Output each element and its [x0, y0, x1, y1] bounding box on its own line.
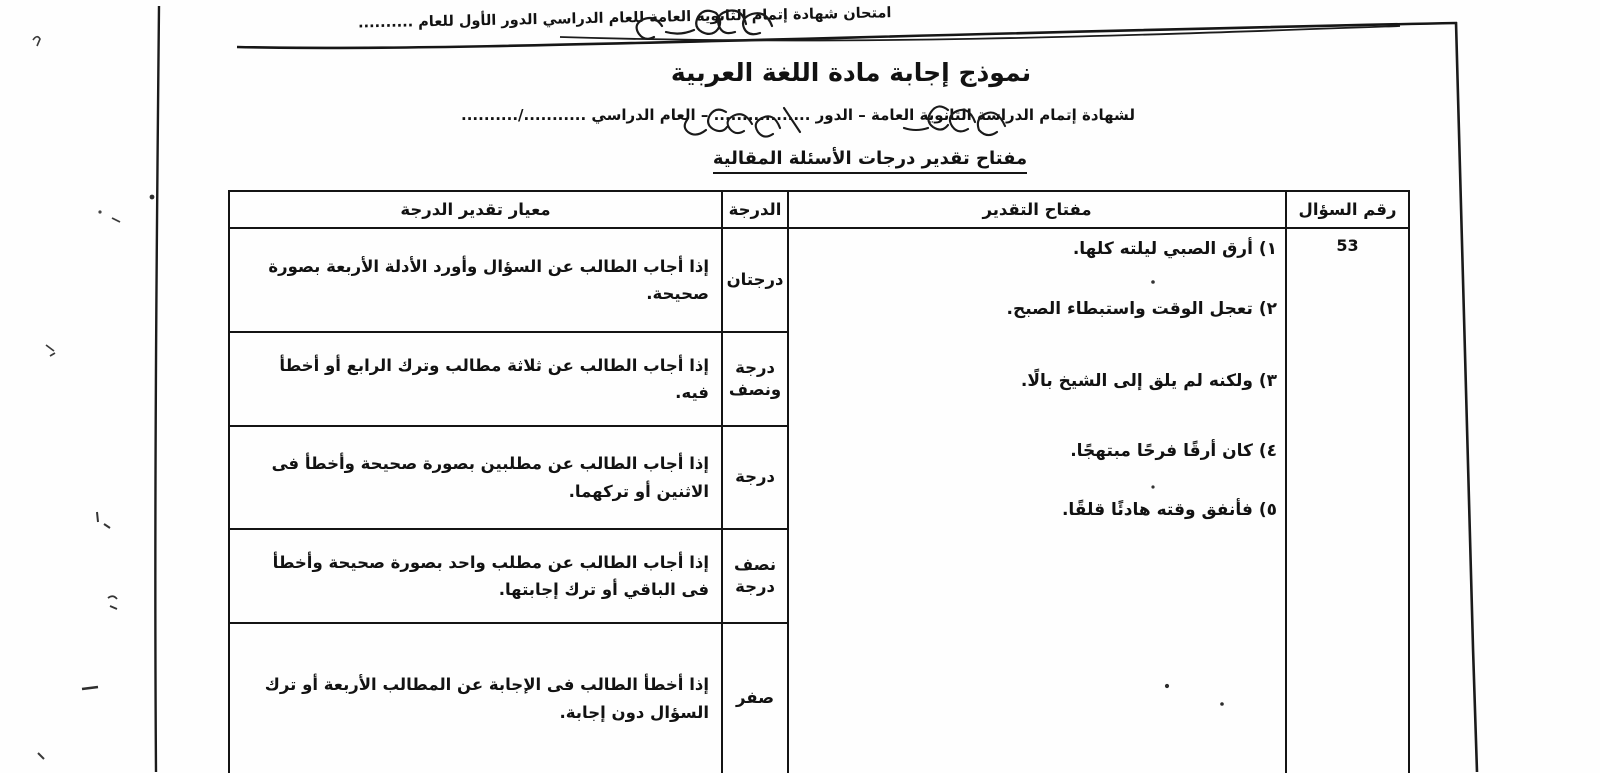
criteria-cell: إذا أجاب الطالب عن مطلبين بصورة صحيحة وأخطأ فى الاثنين أو تركهما.	[230, 427, 721, 530]
margin-speck	[46, 345, 55, 356]
grade-cell: درجة	[723, 427, 787, 530]
margin-speck	[97, 512, 110, 528]
column-grade-criteria	[230, 192, 721, 773]
margin-speck	[108, 596, 117, 609]
criteria-cell: إذا أجاب الطالب عن السؤال وأورد الأدلة الأربعة بصورة صحيحة.	[230, 229, 721, 333]
scoring-key-item: ٥) فأنفق وقته هادئًا قلقًا.	[1061, 500, 1277, 520]
section-title	[655, 148, 1085, 169]
grade-cell: درجة ونصف	[723, 333, 787, 427]
scoring-key-item: ٤) كان أرقًا فرحًا مبتهجًا.	[1070, 441, 1277, 461]
margin-speck	[38, 753, 44, 759]
margin-speck	[150, 195, 155, 200]
criteria-cell: إذا أجاب الطالب عن ثلاثة مطالب وترك الرابع أو أخطأ فيه.	[230, 333, 721, 427]
margin-dash	[82, 687, 98, 689]
criteria-cell: إذا أخطأ الطالب فى الإجابة عن المطالب الأربعة أو ترك السؤال دون إجابة.	[264, 675, 709, 722]
question-number-value: 53	[1336, 236, 1359, 255]
scoring-key-item: ٣) ولكنه لم يلق إلى الشيخ بالًا.	[1020, 371, 1277, 391]
header-grade-criteria: معيار تقدير الدرجة	[230, 192, 721, 229]
margin-speck	[112, 218, 120, 222]
scoring-key-item: ١) أرق الصبي ليلته كلها.	[1072, 239, 1277, 259]
grade-cell: نصف درجة	[723, 530, 787, 624]
scoring-table	[228, 190, 1410, 773]
scoring-key-item: ٢) تعجل الوقت واستبطاء الصبح.	[1006, 299, 1277, 319]
grade-cell: صفر	[735, 688, 775, 708]
page-title: نموذج إجابة مادة اللغة العربية	[670, 58, 1032, 87]
column-grade	[721, 192, 787, 773]
section-title-text: مفتاح تقدير درجات الأسئلة المقالية	[713, 148, 1027, 174]
margin-speck	[33, 37, 40, 46]
grade-cell: درجتان	[723, 229, 787, 333]
header-grade: الدرجة	[723, 192, 787, 229]
exam-certificate-header: امتحان شهادة إتمام الثانوية العامة للعام الدراسي الدور الأول للعام ..........	[357, 5, 892, 32]
scoring-key-list	[789, 229, 1285, 773]
header-underline-double	[560, 26, 1400, 41]
header-scoring-key: مفتاح التقدير	[789, 192, 1285, 229]
criteria-cell: إذا أجاب الطالب عن مطلب واحد بصورة صحيحة وأخطأ فى الباقي أو ترك إجابتها.	[230, 530, 721, 624]
page-right-edge-line	[1456, 22, 1477, 772]
header-question-number: رقم السؤال	[1287, 192, 1408, 229]
column-scoring-key	[787, 192, 1285, 773]
certificate-subtitle: لشهادة إتمام الدراسة الثانوية العامة – الدور ................. – العام الدراسي .........../..........	[461, 106, 1135, 124]
margin-speck	[98, 210, 101, 213]
page-left-edge-line	[155, 6, 159, 772]
column-question-number	[1285, 192, 1408, 773]
